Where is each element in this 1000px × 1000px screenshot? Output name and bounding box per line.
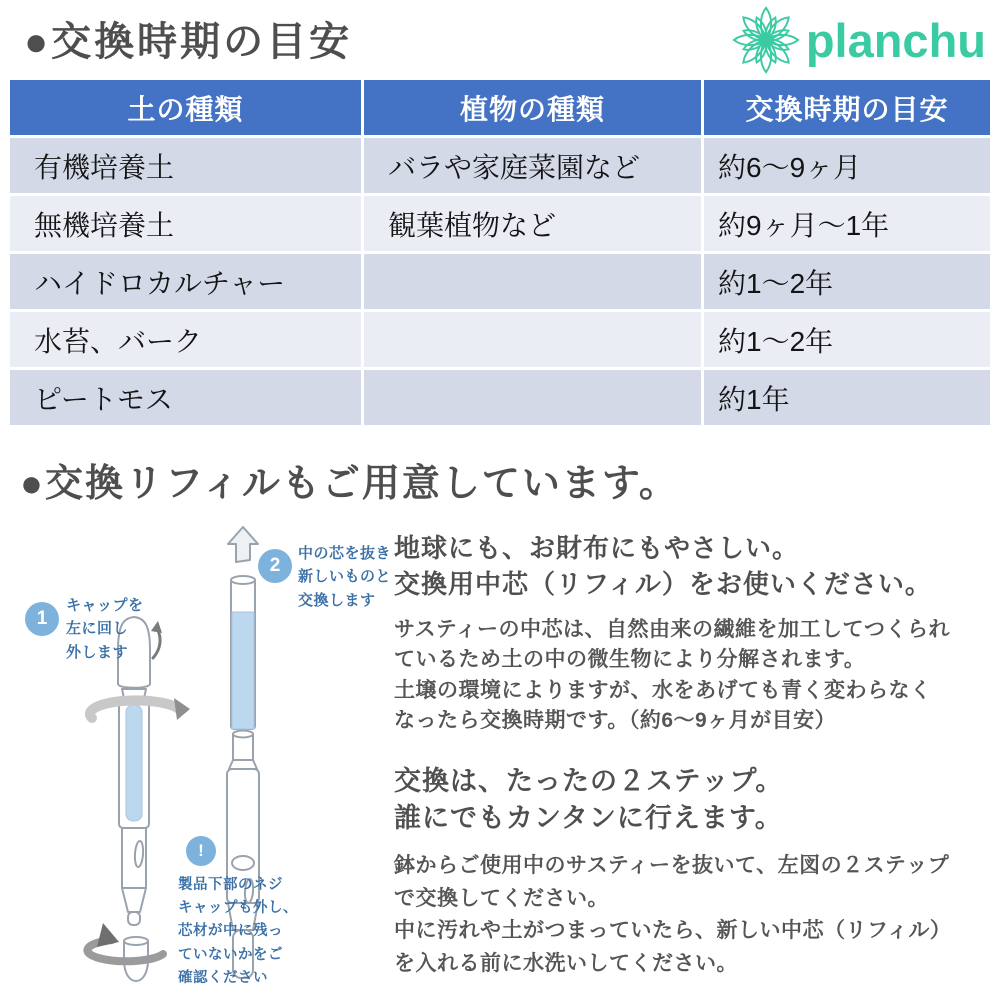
section-heading-refill: ●交換リフィルもご用意しています。 <box>20 463 679 505</box>
table-cell: バラや家庭菜園など <box>364 138 701 193</box>
section-heading-replacement-timing: ●交換時期の目安 <box>24 20 353 64</box>
lotus-flower-icon <box>728 4 804 76</box>
refill-steps-diagram <box>0 522 392 1000</box>
brand-wordmark: planchu <box>805 13 986 67</box>
col-header-timing: 交換時期の目安 <box>704 80 990 135</box>
table-cell: ピートモス <box>10 370 361 425</box>
refill-description: サスティーの中芯は、自然由来の繊維を加工してつくられ ているため土の中の微生物により分解されます。 土壌の環境によりますが、水をあげても青く変わらなく なったら交換時期です。（約6〜9ヶ月が目安） <box>394 617 951 733</box>
replacement-timing-table <box>10 80 990 425</box>
table-cell: ハイドロカルチャー <box>10 254 361 309</box>
table-cell <box>364 254 701 309</box>
table-cell: 約6〜9ヶ月 <box>704 138 990 193</box>
table-cell: 約9ヶ月〜1年 <box>704 196 990 251</box>
col-header-plant-type: 植物の種類 <box>364 80 701 135</box>
step-2-label: 中の芯を抜き 新しいものと 交換します <box>298 545 392 609</box>
step-2-badge: 2 <box>258 549 292 583</box>
step-1-label: キャップを 左に回し 外します <box>66 597 144 661</box>
table-cell: 水苔、バーク <box>10 312 361 367</box>
two-step-subheading: 交換は、たったの２ステップ。 誰にでもカンタンに行えます。 <box>394 765 784 834</box>
col-header-soil-type: 土の種類 <box>10 80 361 135</box>
refill-text-column <box>392 522 1000 1000</box>
table-cell: 約1年 <box>704 370 990 425</box>
refill-lead-text: 地球にも、お財布にもやさしい。 交換用中芯（リフィル）をお使いください。 <box>394 533 932 600</box>
table-cell: 約1〜2年 <box>704 312 990 367</box>
table-cell: 有機培養土 <box>10 138 361 193</box>
table-cell <box>364 370 701 425</box>
table-cell: 約1〜2年 <box>704 254 990 309</box>
two-step-description: 鉢からご使用中のサスティーを抜いて、左図の２ステップ で交換してください。 中に汚れや土がつまっていたら、新しい中芯（リフィル） を入れる前に水洗いしてください。 <box>394 854 952 975</box>
planchu-logo <box>728 4 986 76</box>
warning-icon: ! <box>186 836 216 866</box>
table-cell <box>364 312 701 367</box>
warning-label: 製品下部のネジ キャップも外し、 芯材が中に残っ ていないかをご 確認ください <box>178 877 298 986</box>
table-cell: 無機培養土 <box>10 196 361 251</box>
table-cell: 観葉植物など <box>364 196 701 251</box>
refill-section <box>0 522 1000 1000</box>
step-1-badge: 1 <box>25 602 59 636</box>
